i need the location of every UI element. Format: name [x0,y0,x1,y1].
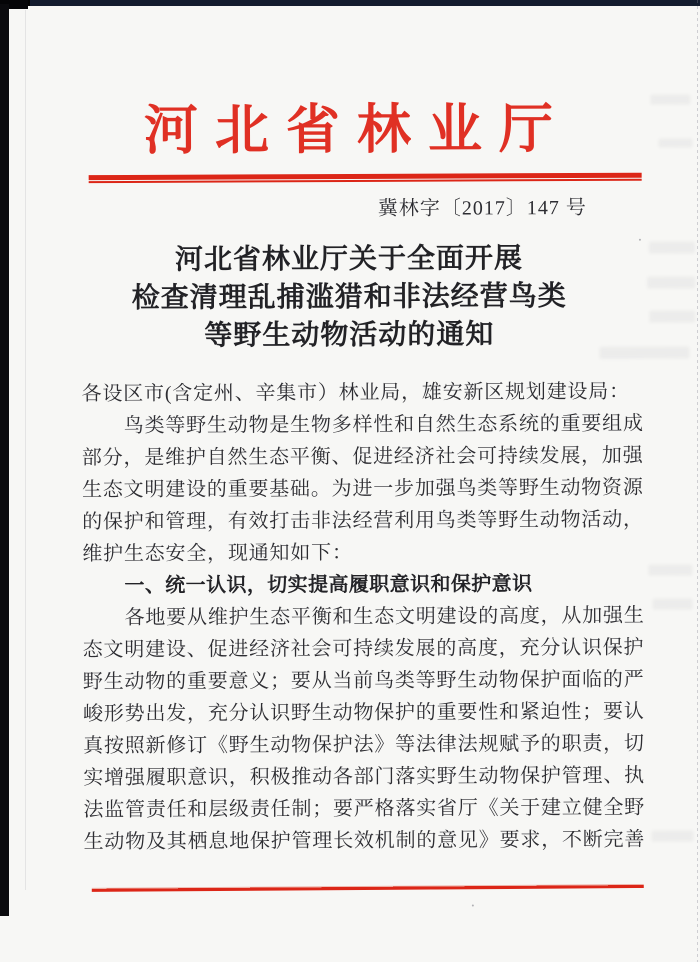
body-line: 态文明建设、促进经济社会可持续发展的高度，充分认识保护 [82,636,645,662]
body-line: 野生动物的重要意义；要从当前鸟类等野生动物保护面临的严 [82,668,645,694]
ink-bleedthrough [659,139,693,148]
body-line: 生态文明建设的重要基础。为进一步加强鸟类等野生动物资源 [81,476,644,502]
ink-bleedthrough [652,831,694,842]
ink-bleedthrough [599,347,689,359]
notice-title-line-2: 检查清理乱捕滥猎和非法经营鸟类 [131,281,567,314]
body-line: 实增强履职意识，积极推动各部门落实野生动物保护管理、执 [83,764,645,790]
agency-header: 河北省林业厅 [143,99,571,161]
notice-body [82,376,650,858]
ink-bleedthrough [653,599,693,610]
body-line: 各地要从维护生态平衡和生态文明建设的高度，从加强生 [124,604,645,629]
body-line: 真按照新修订《野生动物保护法》等法律法规赋予的职责，切 [83,732,645,758]
body-line: 法监管责任和层级责任制；要严格落实省厅《关于建立健全野 [83,796,646,822]
ink-bleedthrough [647,276,695,288]
footer-red-rule [92,884,644,892]
header-red-rule [89,173,642,183]
notice-title-line-3: 等野生动物活动的通知 [204,319,495,352]
scan-speck [639,239,641,241]
body-line: 的保护和管理，有效打击非法经营利用鸟类等野生动物活动， [82,508,644,534]
scan-speck [472,904,474,906]
body-line-salutation: 各设区市(含定州、辛集市）林业局，雄安新区规划建设局： [81,380,630,406]
ink-bleedthrough [650,95,690,105]
ink-bleedthrough [649,310,695,322]
ink-bleedthrough [649,241,695,253]
body-line: 鸟类等野生动物是生物多样性和自然生态系统的重要组成 [123,412,644,437]
body-line: 部分，是维护自然生态平衡、促进经济社会可持续发展，加强 [81,444,644,470]
document-number: 冀林字〔2017〕147 号 [377,196,587,220]
notice-title-line-1: 河北省林业厅关于全面开展 [174,243,524,276]
section-heading: 一、统一认识，切实提高履职意识和保护意识 [124,573,533,597]
body-line: 峻形势出发，充分认识野生动物保护的重要性和紧迫性；要认 [82,700,645,726]
ink-bleedthrough [648,565,692,576]
body-line: 生动物及其栖息地保护管理长效机制的意见》要求，不断完善 [83,828,646,854]
notice-title [0,239,699,356]
body-line: 维护生态安全，现通知如下： [82,541,353,566]
